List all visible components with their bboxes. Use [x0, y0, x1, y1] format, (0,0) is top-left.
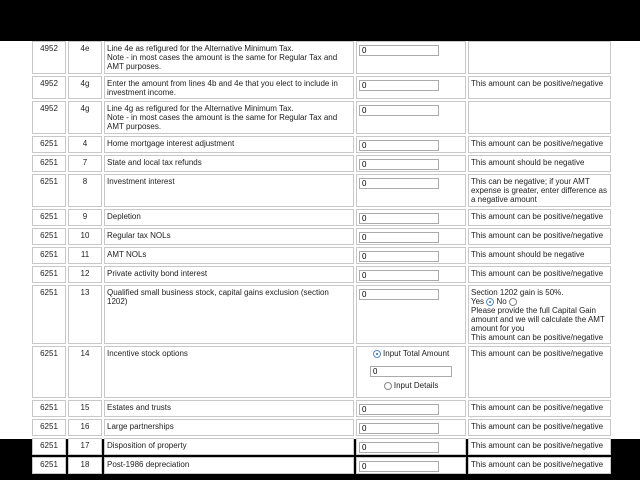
adjustments-table: [30, 39, 613, 476]
no-radio[interactable]: [509, 298, 517, 306]
yes-no-choice: [471, 297, 608, 306]
amount-cell: [356, 209, 466, 226]
table-row: [32, 155, 611, 172]
note-cell: This amount can be positive/negative: [468, 400, 611, 417]
form-number: 6251: [32, 174, 66, 207]
amt-adjustments-page: [0, 41, 640, 469]
form-number: 4952: [32, 76, 66, 99]
line-description: Home mortgage interest adjustment: [104, 136, 354, 153]
no-label: No: [496, 297, 507, 306]
line-number: 12: [68, 266, 102, 283]
amount-input[interactable]: [359, 423, 439, 434]
table-row: [32, 419, 611, 436]
amount-cell: [356, 419, 466, 436]
form-number: 6251: [32, 400, 66, 417]
line-description: Depletion: [104, 209, 354, 226]
amount-input[interactable]: [359, 270, 439, 281]
line-number: 16: [68, 419, 102, 436]
amount-cell: [356, 438, 466, 455]
table-row: [32, 136, 611, 153]
amount-cell: [356, 155, 466, 172]
table-row: [32, 228, 611, 245]
yes-label: Yes: [471, 297, 485, 306]
table-row: [32, 209, 611, 226]
line-number: 4e: [68, 41, 102, 74]
form-number: 6251: [32, 285, 66, 344]
note-cell: This amount can be positive/negative: [468, 76, 611, 99]
amount-input[interactable]: [359, 289, 439, 300]
amount-input[interactable]: [359, 45, 439, 56]
table-row: [32, 346, 611, 398]
table-row: [32, 247, 611, 264]
input-total-option[interactable]: [359, 349, 463, 358]
line-description: Incentive stock options: [104, 346, 354, 398]
line-description: Disposition of property: [104, 438, 354, 455]
amount-cell: [356, 101, 466, 134]
note-text: Please provide the full Capital Gain amount and we will calculate the AMT amount for you: [471, 306, 605, 333]
table-row: [32, 457, 611, 474]
amount-cell: [356, 346, 466, 398]
input-total-label: Input Total Amount: [383, 349, 450, 358]
note-cell: This amount can be positive/negative: [468, 438, 611, 455]
form-number: 6251: [32, 438, 66, 455]
note-cell: [468, 101, 611, 134]
form-number: 6251: [32, 419, 66, 436]
line-description: Post-1986 depreciation: [104, 457, 354, 474]
amount-cell: [356, 76, 466, 99]
amount-input[interactable]: [370, 366, 452, 377]
note-cell: This amount can be positive/negative: [468, 209, 611, 226]
line-description: Investment interest: [104, 174, 354, 207]
line-number: 4g: [68, 76, 102, 99]
line-description: Line 4g as refigured for the Alternative Minimum Tax. Note - in most cases the amount is the same for Regular Tax and AMT purposes.: [104, 101, 354, 134]
note-cell: This amount can be positive/negative: [468, 228, 611, 245]
amount-cell: [356, 285, 466, 344]
form-number: 6251: [32, 209, 66, 226]
form-number: 6251: [32, 346, 66, 398]
note-cell: This amount can be positive/negative: [468, 346, 611, 398]
table-row: [32, 76, 611, 99]
amount-input[interactable]: [359, 232, 439, 243]
table-row: [32, 101, 611, 134]
amount-cell: [356, 228, 466, 245]
line-number: 17: [68, 438, 102, 455]
line-description: Line 4e as refigured for the Alternative Minimum Tax. Note - in most cases the amount is the same for Regular Tax and AMT purposes.: [104, 41, 354, 74]
amount-input[interactable]: [359, 442, 439, 453]
table-row: [32, 41, 611, 74]
form-number: 6251: [32, 136, 66, 153]
note-cell: [468, 41, 611, 74]
amount-input[interactable]: [359, 159, 439, 170]
line-number: 14: [68, 346, 102, 398]
line-number: 4g: [68, 101, 102, 134]
line-number: 8: [68, 174, 102, 207]
amount-cell: [356, 400, 466, 417]
table-row: [32, 285, 611, 344]
line-number: 9: [68, 209, 102, 226]
table-row: [32, 266, 611, 283]
amount-input[interactable]: [359, 213, 439, 224]
note-cell: This amount can be positive/negative: [468, 136, 611, 153]
amount-cell: [356, 41, 466, 74]
note-text: Section 1202 gain is 50%.: [471, 288, 564, 297]
note-cell: This amount should be negative: [468, 247, 611, 264]
line-number: 11: [68, 247, 102, 264]
line-description: State and local tax refunds: [104, 155, 354, 172]
form-number: 6251: [32, 457, 66, 474]
line-number: 10: [68, 228, 102, 245]
amount-cell: [356, 247, 466, 264]
amount-cell: [356, 136, 466, 153]
table-row: [32, 174, 611, 207]
form-number: 6251: [32, 266, 66, 283]
amount-cell: [356, 266, 466, 283]
note-cell: This amount should be negative: [468, 155, 611, 172]
line-description: Regular tax NOLs: [104, 228, 354, 245]
note-cell: This amount can be positive/negative: [468, 457, 611, 474]
amount-input[interactable]: [359, 140, 439, 151]
table-row: [32, 438, 611, 455]
line-description: Private activity bond interest: [104, 266, 354, 283]
note-cell: This amount can be positive/negative: [468, 266, 611, 283]
amount-input[interactable]: [359, 461, 439, 472]
note-text: This amount can be positive/negative: [471, 333, 604, 342]
form-number: 6251: [32, 247, 66, 264]
form-number: 4952: [32, 41, 66, 74]
amount-input[interactable]: [359, 251, 439, 262]
amount-cell: [356, 457, 466, 474]
note-cell: This can be negative; if your AMT expense is greater, enter difference as a negative amount: [468, 174, 611, 207]
line-number: 18: [68, 457, 102, 474]
line-description: Estates and trusts: [104, 400, 354, 417]
line-number: 7: [68, 155, 102, 172]
amount-cell: [356, 174, 466, 207]
amount-input[interactable]: [359, 178, 439, 189]
input-details-radio[interactable]: [384, 382, 392, 390]
line-number: 13: [68, 285, 102, 344]
line-description: Qualified small business stock, capital gains exclusion (section 1202): [104, 285, 354, 344]
amount-input[interactable]: [359, 80, 439, 91]
line-number: 4: [68, 136, 102, 153]
note-cell: [468, 285, 611, 344]
line-description: AMT NOLs: [104, 247, 354, 264]
input-details-option[interactable]: [359, 381, 463, 390]
note-cell: This amount can be positive/negative: [468, 419, 611, 436]
line-description: Enter the amount from lines 4b and 4e that you elect to include in investment income.: [104, 76, 354, 99]
line-number: 15: [68, 400, 102, 417]
form-number: 6251: [32, 155, 66, 172]
input-details-label: Input Details: [393, 381, 439, 390]
line-description: Large partnerships: [104, 419, 354, 436]
form-number: 6251: [32, 228, 66, 245]
input-total-radio[interactable]: [373, 350, 381, 358]
table-row: [32, 400, 611, 417]
amount-input[interactable]: [359, 404, 439, 415]
amount-input[interactable]: [359, 105, 439, 116]
yes-radio[interactable]: [486, 298, 494, 306]
form-number: 4952: [32, 101, 66, 134]
